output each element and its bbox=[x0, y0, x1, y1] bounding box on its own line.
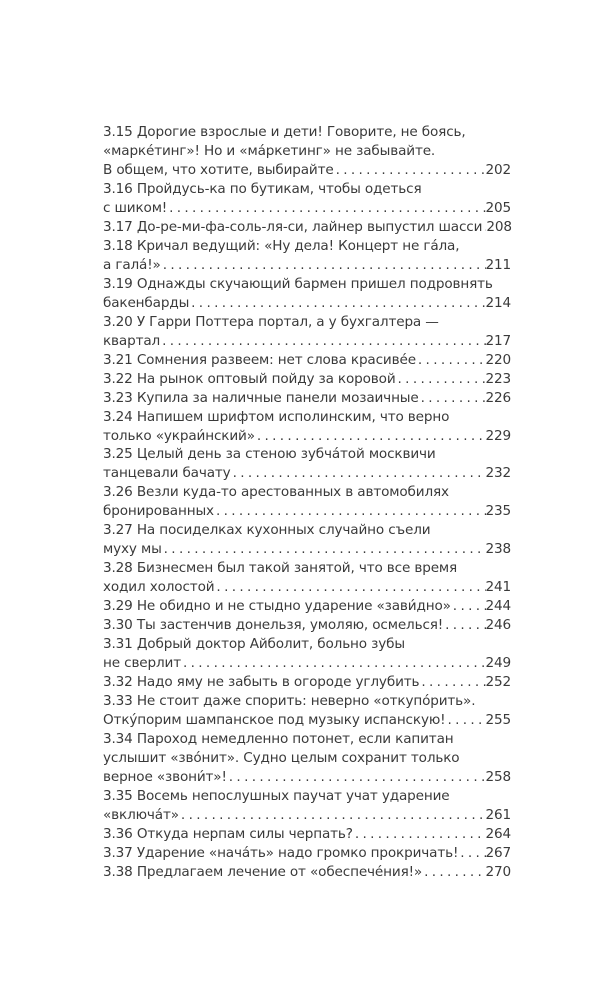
toc-entry-line bbox=[103, 825, 511, 844]
toc-entry[interactable] bbox=[103, 275, 511, 313]
entry-title-text: 3.28 Бизнесмен был такой занятой, что все время bbox=[103, 560, 458, 577]
entry-title-text: с шиком! bbox=[103, 199, 168, 216]
toc-entry[interactable] bbox=[103, 673, 511, 692]
page-number: 241 bbox=[485, 579, 511, 596]
dot-leader bbox=[419, 673, 485, 692]
page-number: 220 bbox=[485, 351, 511, 368]
toc-entry[interactable] bbox=[103, 408, 511, 446]
entry-title-text: танцевали бачату bbox=[103, 465, 231, 482]
toc-entry-line bbox=[103, 483, 511, 502]
dot-leader bbox=[451, 597, 486, 616]
dot-leader bbox=[396, 370, 486, 389]
toc-entry-line bbox=[103, 408, 511, 427]
toc-entry[interactable] bbox=[103, 483, 511, 521]
entry-title-text: 3.30 Ты застенчив донельзя, умоляю, осмелься! bbox=[103, 617, 444, 634]
entry-title-text: 3.34 Пароход немедленно потонет, если капитан bbox=[103, 731, 454, 747]
entry-title-text: 3.35 Восемь непослушных паучат учат ударение bbox=[103, 787, 450, 804]
toc-entry-line bbox=[103, 540, 511, 559]
dot-leader bbox=[181, 654, 486, 673]
toc-entry-line bbox=[103, 730, 511, 749]
toc-entry-line bbox=[103, 578, 511, 597]
toc-entry[interactable] bbox=[103, 370, 511, 389]
toc-entry-line bbox=[103, 863, 511, 882]
entry-title-text: 3.25 Целый день за стеною зубчáтой москвичи bbox=[103, 446, 436, 463]
toc-entry[interactable] bbox=[103, 844, 511, 863]
page-number: 202 bbox=[485, 161, 511, 178]
toc-entry-line bbox=[103, 768, 511, 787]
toc-entry[interactable] bbox=[103, 313, 511, 351]
page-number: 249 bbox=[485, 655, 511, 672]
toc-entry-line bbox=[103, 161, 511, 180]
entry-title-text: верное «звони́т»! bbox=[103, 768, 227, 785]
toc-entry-line bbox=[103, 445, 511, 464]
entry-title-text: квартал bbox=[103, 332, 161, 349]
page-number: 267 bbox=[485, 844, 511, 861]
page-number: 214 bbox=[485, 294, 511, 311]
toc-entry-line bbox=[103, 389, 511, 408]
dot-leader bbox=[416, 351, 486, 370]
page-number: 255 bbox=[485, 712, 511, 729]
toc-entry-line bbox=[103, 256, 511, 275]
toc-entry-line bbox=[103, 199, 511, 218]
page-number: 208 bbox=[486, 218, 512, 235]
entry-title-text: бакенбарды bbox=[103, 294, 190, 311]
toc-entry-line bbox=[103, 218, 511, 237]
entry-title-text: 3.21 Сомнения развеем: нет слова красивéе bbox=[103, 351, 416, 368]
dot-leader bbox=[162, 540, 486, 559]
toc-entry[interactable] bbox=[103, 692, 511, 730]
toc-entry-line bbox=[103, 616, 511, 635]
entry-title-text: «включáт» bbox=[103, 806, 179, 823]
toc-entry-line bbox=[103, 559, 511, 578]
toc-entry[interactable] bbox=[103, 351, 511, 370]
dot-leader bbox=[214, 578, 485, 597]
dot-leader bbox=[189, 294, 485, 313]
entry-title-text: 3.36 Откуда нерпам силы черпать? bbox=[103, 825, 353, 842]
entry-title-text: 3.32 Надо яму не забыть в огороде углубить bbox=[103, 674, 420, 691]
toc-entry[interactable] bbox=[103, 559, 511, 597]
entry-title-text: только «украи́нский» bbox=[103, 427, 255, 444]
page-number: 246 bbox=[485, 617, 511, 634]
dot-leader bbox=[445, 711, 485, 730]
toc-entry[interactable] bbox=[103, 863, 511, 882]
toc-entry-line bbox=[103, 294, 511, 313]
entry-title-text: услышит «звóнит». Судно целым сохранит только bbox=[103, 749, 460, 766]
page-number: 235 bbox=[485, 503, 511, 520]
entry-title-text: муху мы bbox=[103, 541, 162, 558]
page-number: 211 bbox=[485, 256, 511, 273]
dot-leader bbox=[161, 256, 486, 275]
entry-title-text: 3.27 На посиделках кухонных случайно съели bbox=[103, 522, 431, 539]
toc-entry[interactable] bbox=[103, 635, 511, 673]
toc-entry-line bbox=[103, 180, 511, 199]
toc-entry-line bbox=[103, 787, 511, 806]
entry-title-text: 3.22 На рынок оптовый пойду за коровой bbox=[103, 370, 396, 387]
toc-entry[interactable] bbox=[103, 389, 511, 408]
toc-entry[interactable] bbox=[103, 597, 511, 616]
entry-title-text: 3.33 Не стоит даже спорить: неверно «откупóрить». bbox=[103, 693, 476, 710]
entry-title-text: 3.38 Предлагаем лечение от «обеспечéния!» bbox=[103, 863, 423, 880]
toc-entry[interactable] bbox=[103, 218, 511, 237]
entry-title-text: не сверлит bbox=[103, 655, 181, 672]
entry-title-text: Отку́порим шампанское под музыку испанскую! bbox=[103, 712, 446, 729]
entry-title-text: а галá!» bbox=[103, 256, 161, 273]
entry-title-text: 3.26 Везли куда-то арестованных в автомобилях bbox=[103, 484, 449, 501]
toc-entry-line bbox=[103, 711, 511, 730]
toc-entry-line bbox=[103, 673, 511, 692]
toc-entry[interactable] bbox=[103, 123, 511, 180]
toc-entry-line bbox=[103, 123, 511, 142]
page-number: 261 bbox=[485, 806, 511, 823]
toc-entry-line bbox=[103, 237, 511, 256]
toc-entry-line bbox=[103, 351, 511, 370]
entry-title-text: 3.16 Пройдусь-ка по бутикам, чтобы одеться bbox=[103, 180, 422, 197]
toc-entry-line bbox=[103, 332, 511, 351]
toc-entry-line bbox=[103, 654, 511, 673]
page-number: 217 bbox=[485, 332, 511, 349]
dot-leader bbox=[353, 825, 486, 844]
toc-entry-line bbox=[103, 521, 511, 540]
entry-title-text: 3.17 До-ре-ми-фа-соль-ля-си, лайнер выпустил шасси bbox=[103, 218, 483, 235]
dot-leader bbox=[227, 768, 486, 787]
dot-leader bbox=[334, 161, 486, 180]
dot-leader bbox=[167, 199, 485, 218]
page-number: 232 bbox=[485, 465, 511, 482]
toc-entry[interactable] bbox=[103, 180, 511, 218]
toc-entry-line bbox=[103, 313, 511, 332]
toc-entry-line bbox=[103, 370, 511, 389]
toc-entry[interactable] bbox=[103, 237, 511, 275]
entry-title-text: 3.24 Напишем шрифтом исполинским, что верно bbox=[103, 408, 450, 425]
toc-entry-line bbox=[103, 275, 511, 294]
toc-entry-line bbox=[103, 749, 511, 768]
entry-title-text: В общем, что хотите, выбирайте bbox=[103, 161, 334, 178]
entry-title-text: 3.15 Дорогие взрослые и дети! Говорите, не боясь, bbox=[103, 124, 466, 140]
entry-title-text: 3.18 Кричал ведущий: «Ну дела! Концерт не гáла, bbox=[103, 237, 460, 254]
entry-title-text: 3.31 Добрый доктор Айболит, больно зубы bbox=[103, 636, 405, 653]
entry-title-text: 3.37 Ударение «начáть» надо громко прокричать! bbox=[103, 844, 459, 861]
table-of-contents bbox=[103, 123, 511, 882]
dot-leader bbox=[419, 389, 486, 408]
entry-title-text: ходил холостой bbox=[103, 579, 215, 596]
dot-leader bbox=[214, 502, 486, 521]
toc-entry-line bbox=[103, 597, 511, 616]
toc-entry-line bbox=[103, 635, 511, 654]
toc-entry-line bbox=[103, 692, 511, 711]
dot-leader bbox=[422, 863, 485, 882]
page-number: 238 bbox=[485, 541, 511, 558]
toc-entry[interactable] bbox=[103, 787, 511, 825]
page-number: 270 bbox=[485, 863, 511, 880]
dot-leader bbox=[179, 806, 486, 825]
toc-entry-line bbox=[103, 427, 511, 446]
toc-entry-line bbox=[103, 502, 511, 521]
page-number: 226 bbox=[485, 389, 511, 406]
entry-title-text: 3.23 Купила за наличные панели мозаичные bbox=[103, 389, 419, 406]
dot-leader bbox=[443, 616, 485, 635]
toc-entry[interactable] bbox=[103, 825, 511, 844]
dot-leader bbox=[231, 464, 486, 483]
page-number: 205 bbox=[485, 199, 511, 216]
entry-title-text: «маркéтинг»! Но и «мáркетинг» не забывайте. bbox=[103, 142, 436, 159]
toc-entry-line bbox=[103, 142, 511, 161]
page-number: 223 bbox=[485, 370, 511, 387]
entry-title-text: 3.29 Не обидно и не стыдно ударение «зави́дно» bbox=[103, 598, 451, 615]
page-number: 264 bbox=[485, 825, 511, 842]
page-number: 229 bbox=[485, 427, 511, 444]
entry-title-text: бронированных bbox=[103, 503, 214, 520]
toc-entry[interactable] bbox=[103, 616, 511, 635]
page-number: 258 bbox=[485, 768, 511, 785]
toc-entry[interactable] bbox=[103, 445, 511, 483]
page-number: 252 bbox=[485, 674, 511, 691]
toc-entry-line bbox=[103, 806, 511, 825]
dot-leader bbox=[458, 844, 485, 863]
page-number: 244 bbox=[485, 598, 511, 615]
entry-title-text: 3.20 У Гарри Поттера портал, а у бухгалтера — bbox=[103, 313, 439, 330]
toc-entry[interactable] bbox=[103, 521, 511, 559]
entry-title-text: 3.19 Однажды скучающий бармен пришел подровнять bbox=[103, 275, 493, 292]
dot-leader bbox=[255, 427, 486, 446]
toc-entry-line bbox=[103, 844, 511, 863]
dot-leader bbox=[160, 332, 485, 351]
toc-entry-line bbox=[103, 464, 511, 483]
toc-entry[interactable] bbox=[103, 730, 511, 787]
